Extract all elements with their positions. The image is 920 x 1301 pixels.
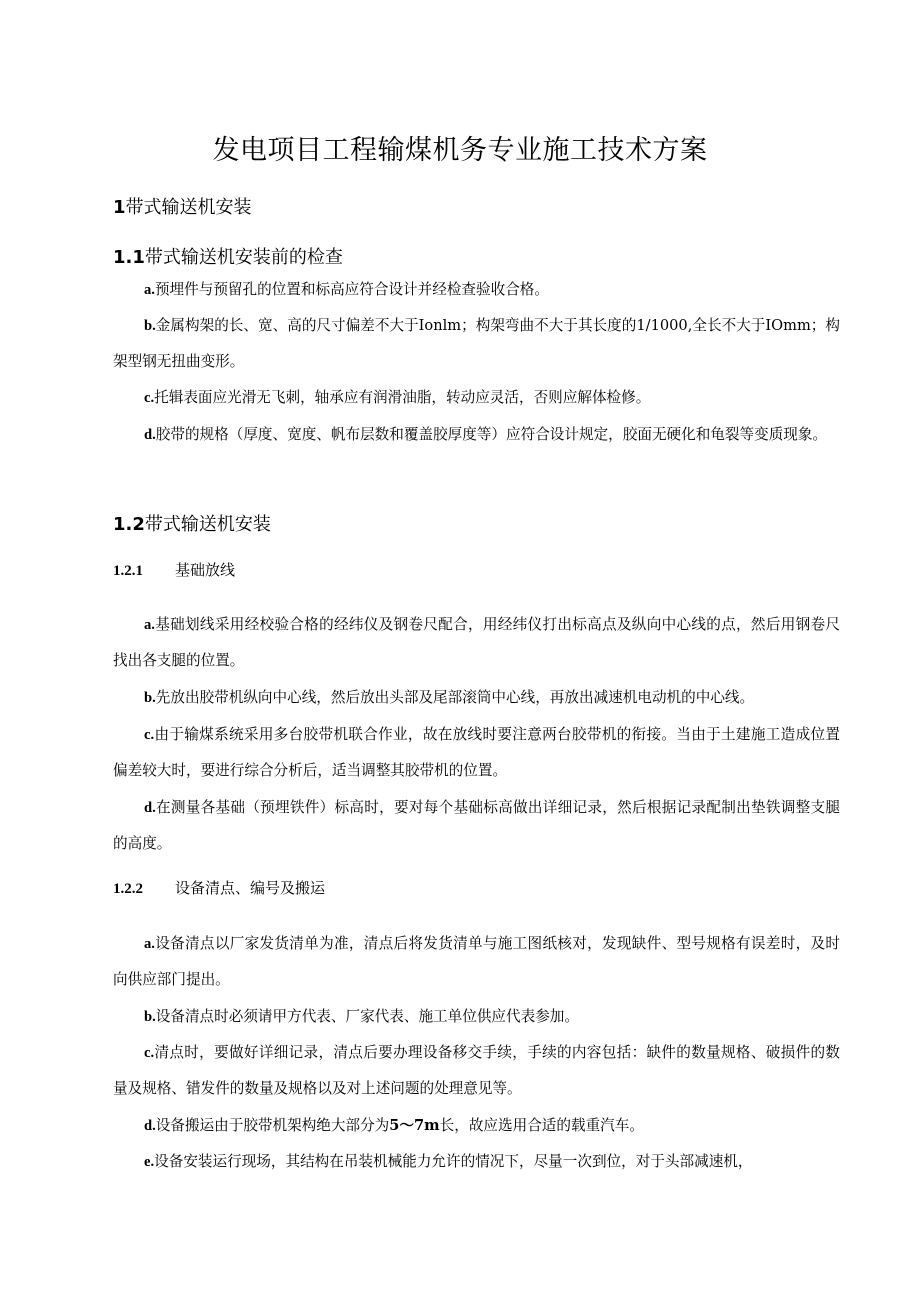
- paragraph-1-2-1-c: c.由于输煤系统采用多台胶带机联合作业，故在放线时要注意两台胶带机的衔接。当由于土建施工造成位置偏差较大时，要进行综合分析后，适当调整其胶带机的位置。: [113, 726, 840, 779]
- paragraph-1-1-b: b.金属构架的长、宽、高的尺寸偏差不大于Ionlm；构架弯曲不大于其长度的1/1000,全长不大于IOmm；构架型钢无扭曲变形。: [113, 317, 840, 370]
- section-1-2-heading: [113, 510, 271, 536]
- paragraph-1-2-2-e: e.设备安装运行现场，其结构在吊装机械能力允许的情况下，尽量一次到位，对于头部减速机，: [144, 1153, 753, 1170]
- paragraph-1-2-2-c: c.清点时，要做好详细记录，清点后要办理设备移交手续，手续的内容包括：缺件的数量规格、破损件的数量及规格、错发件的数量及规格以及对上述问题的处理意见等。: [113, 1044, 840, 1097]
- page-title: 发电项目工程输煤机务专业施工技术方案: [212, 135, 708, 166]
- section-number: 1.2: [113, 514, 145, 535]
- paragraph-1-2-2-b: b.设备清点时必须请甲方代表、厂家代表、施工单位供应代表参加。: [144, 1008, 579, 1025]
- section-number: 1.2.1: [113, 563, 143, 579]
- section-title: 基础放线: [175, 561, 236, 579]
- paragraph-1-2-1-d: d.在测量各基础（预埋铁件）标高时，要对每个基础标高做出详细记录，然后根据记录配制出垫铁调整支腿的高度。: [113, 799, 840, 852]
- section-number: 1.1: [113, 247, 145, 268]
- section-title: 设备清点、编号及搬运: [175, 879, 326, 897]
- section-number: 1.2.2: [113, 881, 143, 897]
- section-1-2-1-heading: [113, 559, 235, 580]
- paragraph-1-2-2-d: d.设备搬运由于胶带机架构绝大部分为5～7m长，故应选用合适的载重汽车。: [144, 1117, 644, 1134]
- section-title: 带式输送机安装: [144, 514, 271, 535]
- paragraph-1-2-1-b: b.先放出胶带机纵向中心线，然后放出头部及尾部滚筒中心线，再放出减速机电动机的中心线。: [144, 689, 755, 706]
- section-title: 带式输送机安装: [125, 197, 252, 218]
- section-1-2-2-heading: [113, 877, 325, 898]
- paragraph-1-1-c: c.托辑表面应光滑无飞刺，轴承应有润滑油脂，转动应灵活，否则应解体检修。: [144, 389, 651, 406]
- paragraph-1-1-d: d.胶带的规格（厚度、宽度、帆布层数和覆盖胶厚度等）应符合设计规定，胶面无硬化和龟裂等变质现象。: [144, 426, 828, 443]
- paragraph-1-2-2-a: a.设备清点以厂家发货清单为准，清点后将发货清单与施工图纸核对，发现缺件、型号规格有误差时，及时向供应部门提出。: [113, 935, 840, 988]
- section-number: 1: [113, 197, 126, 218]
- paragraph-1-2-1-a: a.基础划线采用经校验合格的经纬仪及钢卷尺配合，用经纬仪打出标高点及纵向中心线的点，然后用钢卷尺找出各支腿的位置。: [113, 616, 840, 669]
- section-title: 带式输送机安装前的检查: [144, 247, 343, 268]
- section-1-heading: [113, 193, 252, 219]
- section-1-1-heading: [113, 243, 343, 269]
- paragraph-1-1-a: a.预埋件与预留孔的位置和标高应符合设计并经检查验收合格。: [144, 281, 549, 298]
